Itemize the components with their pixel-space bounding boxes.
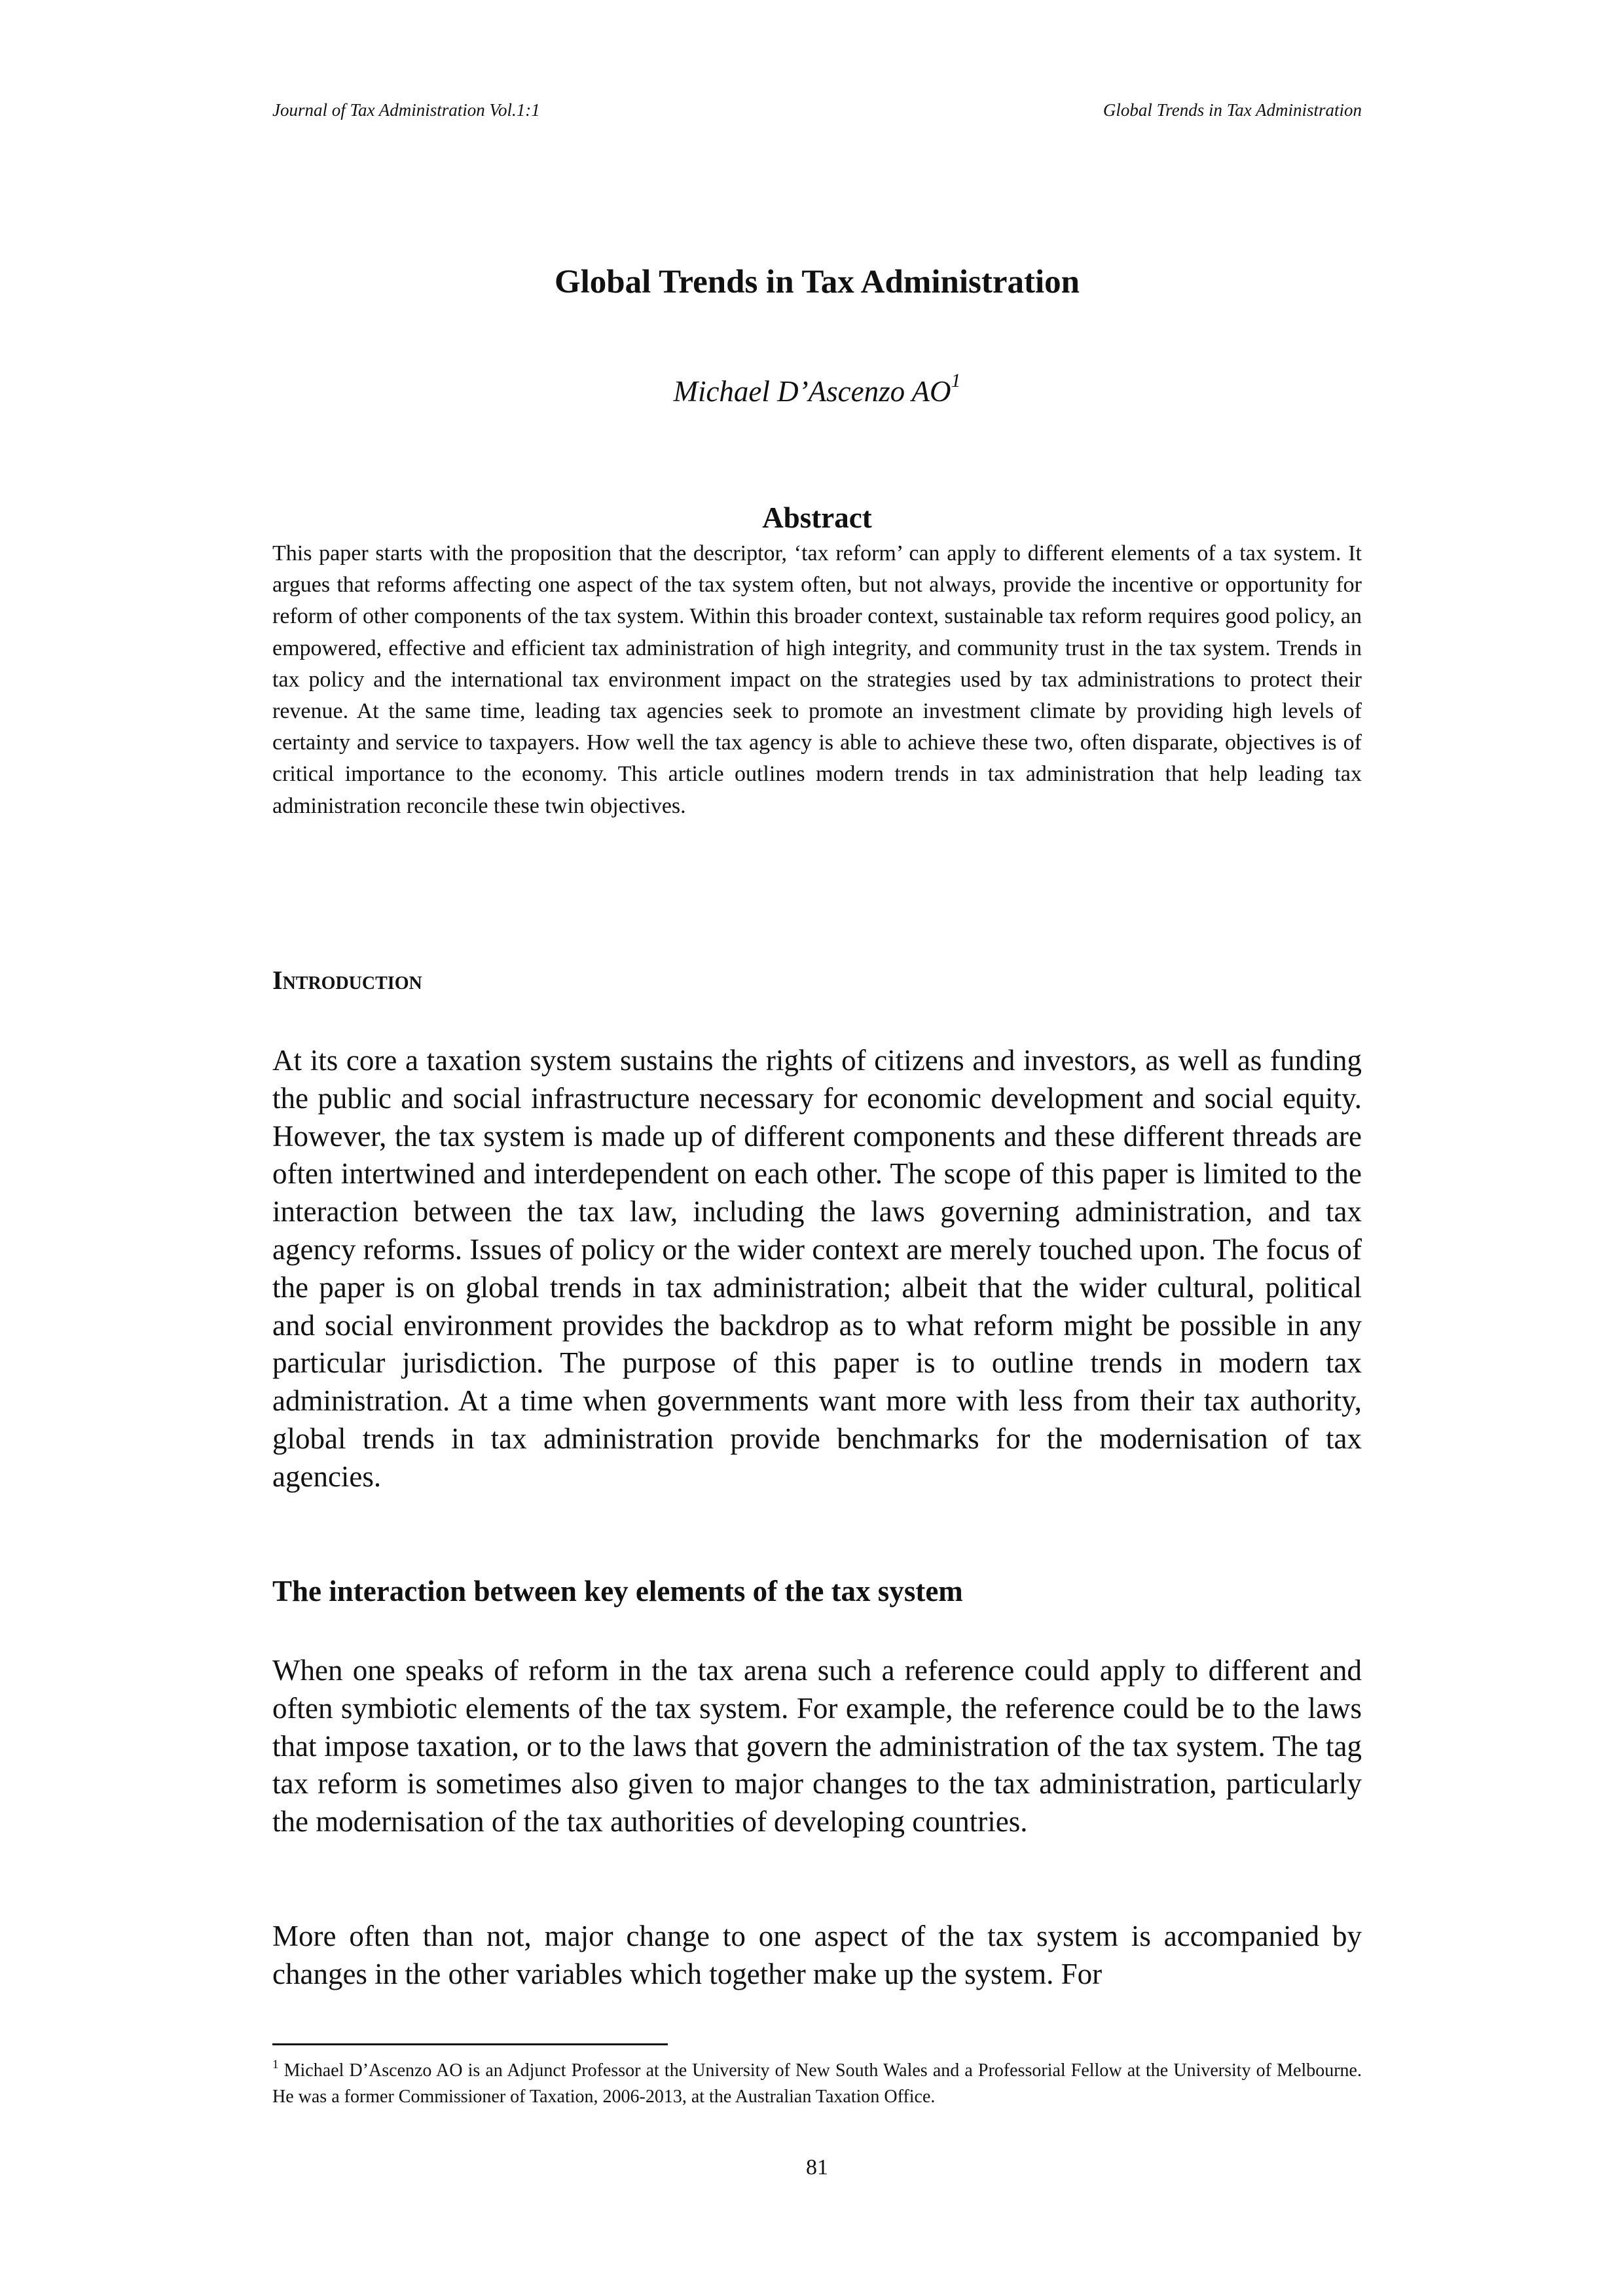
footnote-divider [272,2043,668,2045]
footnote-1 [272,2058,1362,2110]
interaction-paragraph-2: More often than not, major change to one aspect of the tax system is accompanied by changes in the other variables which together make up the system. For [272,1920,1362,1990]
footnote-text: Michael D’Ascenzo AO is an Adjunct Professor at the University of New South Wales and a Professorial Fellow at the University of Melbourne. He was a former Commissioner of Taxation, 2006-2013, at the Australian Taxation Office. [272,2060,1362,2107]
page-number: 81 [806,2155,828,2179]
author-line [272,372,1362,411]
running-head-article-title: Global Trends in Tax Administration [1103,100,1362,120]
abstract-text: This paper starts with the proposition that the descriptor, ‘tax reform’ can apply to different elements of a tax system. It argues that reforms affecting one aspect of the tax system often, but not always, provide the incentive or opportunity for reform of other components of the tax system. Within this broader context, sustainable tax reform requires good policy, an empowered, effective and efficient tax administration of high integrity, and community trust in the tax system. Trends in tax policy and the international tax environment impact on the strategies used by tax administrations to protect their revenue. At the same time, leading tax agencies seek to promote an investment climate by providing high levels of certainty and service to taxpayers. How well the tax agency is able to achieve these two, often disparate, objectives is of critical importance to the economy. This article outlines modern trends in tax administration that help leading tax administration reconcile these twin objectives. [272,541,1362,818]
footnote-marker: 1 [272,2058,279,2072]
interaction-paragraph-1: When one speaks of reform in the tax arena such a reference could apply to different and often symbiotic elements of the tax system. For example, the reference could be to the laws that impose taxation, or to the laws that govern the administration of the tax system. The tag tax reform is sometimes also given to major changes to the tax administration, particularly the modernisation of the tax authorities of developing countries. [272,1654,1362,1839]
running-head [272,98,1362,122]
author-name: Michael D’Ascenzo AO [673,375,951,408]
interaction-heading: The interaction between key elements of the tax system [272,1575,963,1607]
running-head-journal: Journal of Tax Administration Vol.1:1 [272,100,540,120]
introduction-heading: Introduction [272,965,422,995]
introduction-paragraph: At its core a taxation system sustains the rights of citizens and investors, as well as funding the public and social infrastructure necessary for economic development and social equity. However, the tax system is made up of different components and these different threads are often intertwined and interdependent on each other. The scope of this paper is limited to the interaction between the tax law, including the laws governing administration, and tax agency reforms. Issues of policy or the wider context are merely touched upon. The focus of the paper is on global trends in tax administration; albeit that the wider cultural, political and social environment provides the backdrop as to what reform might be possible in any particular jurisdiction. The purpose of this paper is to outline trends in modern tax administration. At a time when governments want more with less from their tax authority, global trends in tax administration provide benchmarks for the modernisation of tax agencies. [272,1044,1362,1493]
article-title: Global Trends in Tax Administration [554,264,1080,300]
author-footnote-marker[interactable]: 1 [951,370,961,391]
abstract-heading: Abstract [762,501,872,534]
